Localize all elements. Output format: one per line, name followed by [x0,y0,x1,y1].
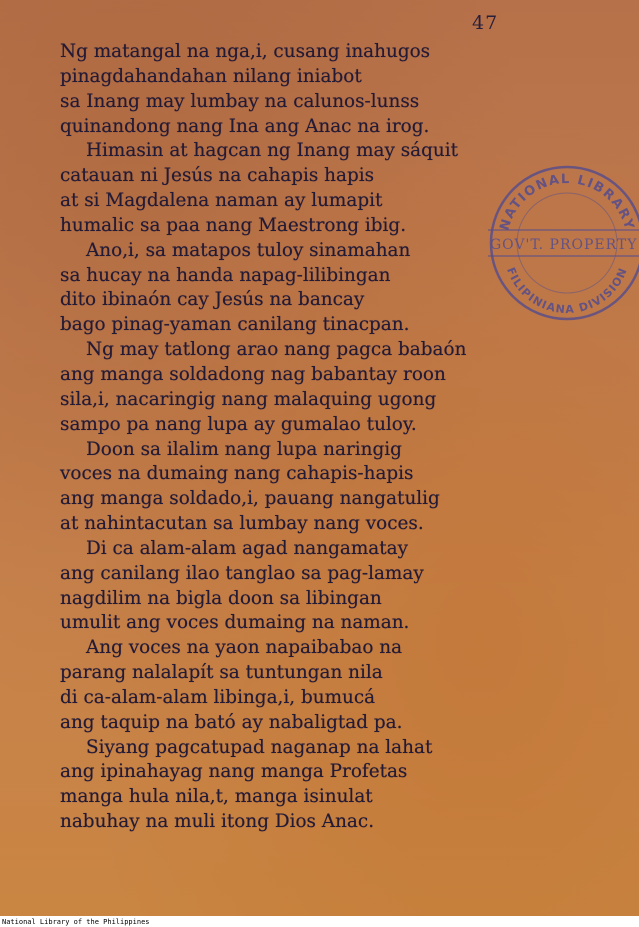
poem-line: Ang voces na yaon napaibabao na [86,637,403,659]
poem-line: ang taquip na bató ay nabaligtad pa. [60,711,403,733]
poem-line: ang ipinahayag nang manga Profetas [60,761,408,783]
poem-line: quinandong nang Ina ang Anac na irog. [60,115,430,137]
poem-line: bago pinag-yaman canilang tinacpan. [60,314,410,336]
svg-text:NATIONAL LIBRARY [497,172,636,232]
poem-text [60,40,530,835]
poem-line: sa hucay na handa napag-lilibingan [60,264,391,286]
poem-line: voces na dumaing nang cahapis-hapis [60,463,414,485]
poem-line: ang manga soldadong nag babantay roon [60,363,446,385]
poem-line: umulit ang voces dumaing na naman. [60,612,410,634]
poem-line: pinagdahandahan nilang iniabot [60,65,362,87]
poem-line: ang canilang ilao tanglao sa pag-lamay [60,562,424,584]
poem-line: catauan ni Jesús na cahapis hapis [60,165,375,187]
poem-line: Ano,i, sa matapos tuloy sinamahan [86,239,411,261]
library-stamp [482,158,639,328]
poem-line: sampo pa nang lupa ay gumalao tuloy. [60,413,417,435]
poem-line: Doon sa ilalim nang lupa naringig [86,438,402,460]
stamp-top-text: NATIONAL LIBRARY [497,171,637,233]
poem-line: ang manga soldado,i, pauang nangatulig [60,488,440,510]
poem-line: dito ibinaón cay Jesús na bancay [60,289,365,311]
poem-line: sa Inang may lumbay na calunos-lunss [60,90,420,112]
poem-line: nabuhay na muli itong Dios Anac. [60,811,375,833]
poem-line: nagdilim na bigla doon sa libingan [60,587,382,609]
poem-line: Siyang pagcatupad naganap na lahat [86,736,433,758]
poem-line: Ng may tatlong arao nang pagca babaón [86,339,467,361]
page-number: 47 [472,12,499,34]
poem-line: at si Magdalena naman ay lumapit [60,190,383,212]
poem-line: parang nalalapít sa tuntungan nila [60,662,383,684]
stamp-middle-text: GOV'T. PROPERTY [490,237,638,253]
library-stamp-seal [482,158,639,328]
poem-line: Himasin at hagcan ng Inang may sáquit [86,140,458,162]
poem-line: di ca-alam-alam libinga,i, bumucá [60,686,376,708]
poem-line: Ng matangal na nga,i, cusang inahugos [60,41,431,62]
poem-line: sila,i, nacaringig nang malaquing ugong [60,388,437,410]
svg-text:FILIPINIANA DIVISION [504,265,630,316]
poem-line: Di ca alam-alam agad nangamatay [86,537,408,559]
poem-line: humalic sa paa nang Maestrong ibig. [60,214,407,236]
stamp-bottom-text: FILIPINIANA DIVISION [504,265,630,317]
poem-line: manga hula nila,t, manga isinulat [60,786,373,808]
footer-credit: National Library of the Philippines [2,918,150,926]
poem-line: at nahintacutan sa lumbay nang voces. [60,513,424,535]
